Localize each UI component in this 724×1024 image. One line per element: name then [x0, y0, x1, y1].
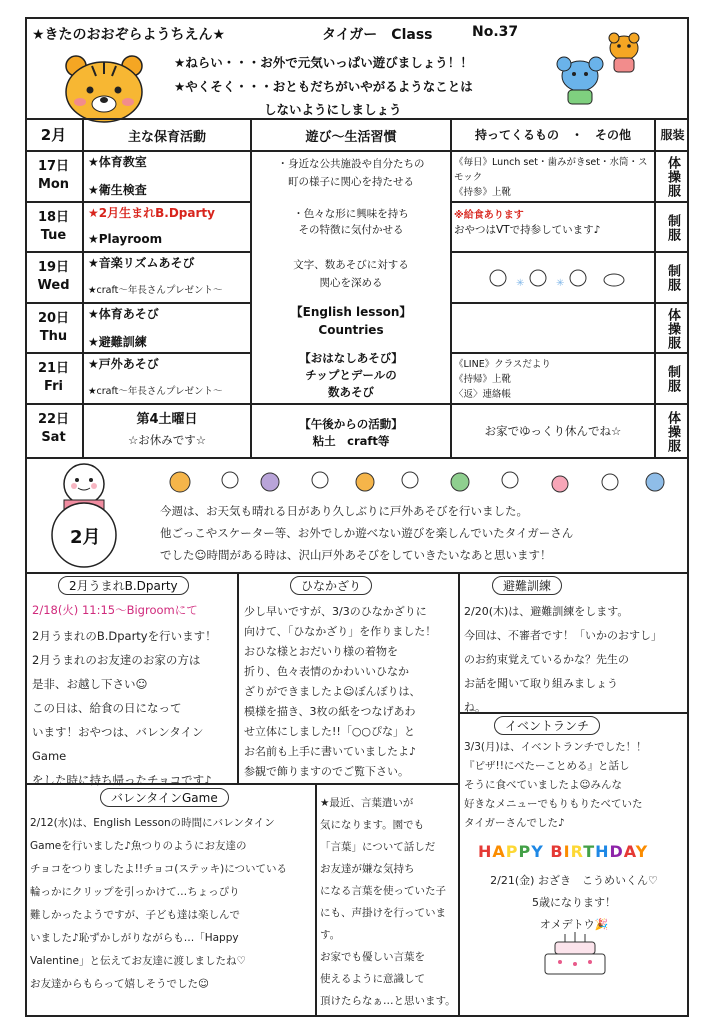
- row-clothes: 制服: [665, 264, 680, 292]
- row-date: 17日: [37, 159, 70, 174]
- row-items: おやつはVTで持参しています♪: [454, 224, 601, 236]
- bday-lead: 2/18(火) 11:15～Bigroomにて: [32, 603, 198, 617]
- row-day: Tue: [40, 228, 67, 243]
- tiger-illustration: [62, 52, 146, 124]
- table-header-habits: 遊び～生活習慣: [305, 130, 397, 145]
- birthday-body: 2/21(金) おざき こうめいくん♡ 5歳になります！ オメデトウ🎉: [490, 874, 658, 931]
- svg-text:✳: ✳: [556, 278, 565, 289]
- aim-text: ★ねらい・・・お外で元気いっぱい遊びましょう！！: [174, 55, 473, 70]
- row-activity-1: ★2月生まれB.Dparty: [88, 206, 215, 220]
- section-title-hina: ひなかざり: [290, 576, 372, 595]
- row-activity-1: 第4土曜日: [136, 412, 198, 427]
- row-day: Mon: [37, 177, 70, 192]
- issue-number: No.37: [472, 24, 519, 40]
- svg-text:✳: ✳: [516, 278, 525, 289]
- row-clothes: 体操服: [665, 410, 680, 453]
- words-body: ★最近、言葉遣いが 気になります。園でも 「言葉」について話しだ お友達が嫌な気持ち になる言葉を使っていた子 にも、声掛けを行っています。 お家でも優しい言葉を 使えるように意識して 頂けたらなぁ…と思います。: [320, 797, 456, 1007]
- row-day: Thu: [39, 329, 68, 344]
- habits-cell: 文字、数あそびに対する 関心を深める: [293, 259, 409, 289]
- row-activity-2: ★craft～年長さんプレゼント～: [88, 285, 223, 296]
- row-clothes: 体操服: [665, 307, 680, 350]
- row-items: お家でゆっくり休んでね☆: [484, 424, 622, 438]
- cake-illustration: [530, 930, 620, 980]
- section-title-bday: 2月うまれB.Dparty: [58, 576, 189, 595]
- row-items-note: ※給食あります: [454, 210, 524, 221]
- row-clothes: 制服: [665, 213, 680, 242]
- habits-cell: 【おはなしあそび】 チップとデールの 数あそび: [299, 351, 403, 399]
- snowman-illustration: [34, 460, 134, 570]
- row-activity-1: ★音楽リズムあそび: [88, 256, 195, 270]
- class-name: タイガー Class: [322, 27, 433, 43]
- lunch-body: 3/3(月)は、イベントランチでした！！ 『ピザ!!にべたーことめる』と話し そうに食べていましたよ☺みんな 好きなメニューでもりもりたべていた タイガーさんでした♪: [464, 741, 647, 829]
- habits-cell: 【午後からの活動】 粘土 craft等: [299, 417, 403, 448]
- row-clothes: 制服: [665, 365, 680, 393]
- row-date: 20日: [37, 311, 70, 326]
- valentine-body: 2/12(水)は、English Lessonの時間にバレンタイン Gameを行いました♪魚つりのようにお友達の チョコをつりましたよ!!チョコ(ステッキ)についている 輪っかにクリップを引っかけて…ちょっぴり 難しかったようですが、子ども達は楽しんで いました♪恥ずかしがりながらも…「Happy Valentine」と伝えてお友達に渡しましたね♡ お友達からもらって嬉しそうでした☺: [30, 817, 288, 990]
- row-clothes: 体操服: [665, 156, 680, 198]
- animals-illustration: [550, 30, 650, 110]
- section-title-lunch: イベントランチ: [494, 716, 600, 735]
- drill-body: 2/20(木)は、避難訓練をします。 今回は、不審者です！「いかのおすし」 のお約束覚えているかな？先生の お話を聞いて取り組みましょう ね。: [464, 605, 662, 714]
- row-day: Fri: [44, 379, 63, 394]
- habits-cell: 【English lesson】 Countries: [290, 305, 412, 337]
- row-activity-1: ★体育あそび: [88, 307, 159, 321]
- school-name: ★きたのおおぞらようちえん★: [32, 27, 226, 43]
- promise-text-2: しないようにしましょう: [264, 102, 402, 117]
- row-activity-2: ★避難訓練: [88, 335, 147, 349]
- row-activity-1: ★体育教室: [88, 155, 147, 169]
- hina-body: 少し早いですが、3/3のひなかざりに 向けて、「ひなかざり」を作りました！ おひな様とおだいり様の着物を 折り、色々表情のかわいいひなか ざりができましたよ☺ぼんぼりは、 模様を描き、3枚の紙をつなげあわ せ立体にしました!!「○○ぴな」と お名前も上手に書いていましたよ♪ 参観で飾りますのでご覧下さい。: [244, 605, 437, 778]
- table-header-clothes: 服装: [660, 128, 685, 142]
- habits-cell: ・身近な公共施設や自分たちの 町の様子に関心を持たせる: [277, 158, 425, 188]
- row-date: 19日: [37, 260, 70, 275]
- month-badge: 2月: [70, 527, 101, 548]
- row-activity-2: ★craft～年長さんプレゼント～: [88, 386, 223, 397]
- habits-cell: ・色々な形に興味を持ち その特徴に気付かせる: [293, 208, 409, 236]
- row-day: Sat: [41, 430, 66, 445]
- row-activity-2: ☆お休みです☆: [127, 433, 207, 447]
- section-title-drill: 避難訓練: [492, 576, 562, 595]
- bday-body: 2月うまれのB.Dpartyを行います！ 2月うまれのお友達のお家の方は 是非、お越し下さい☺ この日は、給食の日になって います！おやつは、バレンタインGame をした時に持ち帰ったチョコです♪: [32, 629, 217, 787]
- table-header-activity: 主な保育活動: [127, 130, 206, 145]
- weekly-note: 今週は、お天気も晴れる日があり久しぶりに戸外あそびを行いました。 他ごっこやスケーター等、お外でしか遊べない遊びを楽しんでいたタイガーさん でした☺時間がある時は、沢山戸外あそびをしていきたいなあと思います！: [160, 504, 574, 562]
- promise-text-1: ★やくそく・・・おともだちがいやがるようなことは: [174, 79, 473, 94]
- kids-drawing: [480, 258, 630, 298]
- row-items: 《毎日》Lunch set・歯みがきset・水筒・スモック 《持参》上靴: [454, 157, 648, 198]
- row-activity-2: ★衛生検査: [88, 183, 147, 197]
- row-activity-1: ★戸外あそび: [88, 357, 159, 371]
- animal-parade-illustration: [160, 462, 670, 502]
- row-date: 18日: [37, 210, 70, 225]
- table-header-items: 持ってくるもの ・ その他: [474, 128, 631, 142]
- row-items: 《LINE》クラスだより 《持帰》上靴 〈返〉連絡帳: [454, 359, 551, 400]
- row-date: 22日: [37, 412, 70, 427]
- table-header-month: 2月: [40, 126, 67, 144]
- row-date: 21日: [37, 361, 70, 376]
- row-activity-2: ★Playroom: [88, 232, 163, 246]
- row-day: Wed: [37, 278, 70, 293]
- section-title-valentine: バレンタインGame: [100, 788, 229, 807]
- birthday-banner: HAPPY BIRTHDAY: [478, 842, 649, 861]
